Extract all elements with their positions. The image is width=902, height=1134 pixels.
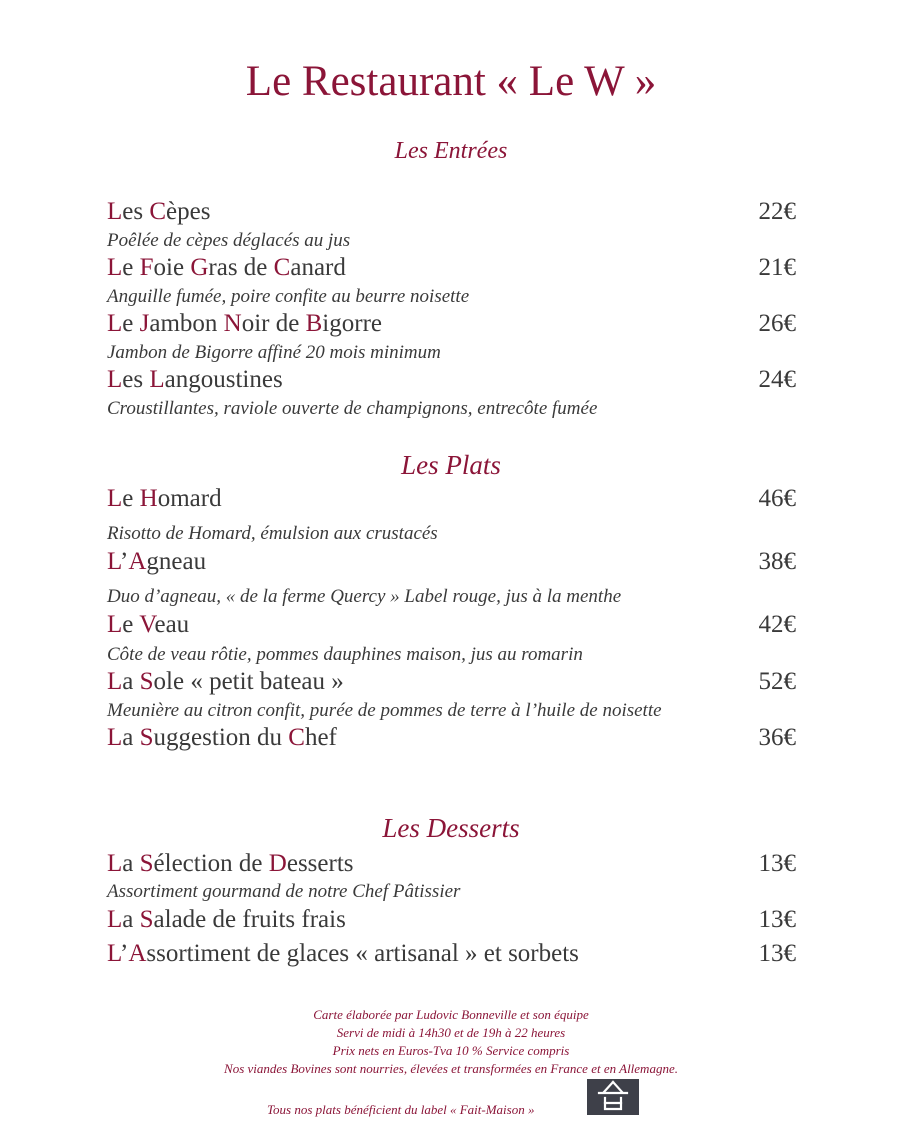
menu-item-description: Risotto de Homard, émulsion aux crustacés — [107, 523, 438, 544]
menu-item-price: 52€ — [758, 668, 796, 695]
menu-item-name: Le Veau — [107, 611, 190, 638]
menu-item-description: Jambon de Bigorre affiné 20 mois minimum — [107, 342, 441, 363]
menu-item-name: Les Cèpes — [107, 198, 211, 225]
menu-item-description: Poêlée de cèpes déglacés au jus — [107, 230, 351, 251]
menu-item-name: Le Homard — [107, 485, 222, 512]
page-title: Le Restaurant « Le W » — [245, 58, 657, 105]
menu-item-price: 38€ — [758, 548, 796, 575]
fait-maison-label: Tous nos plats bénéficient du label « Fait-Maison » — [267, 1102, 535, 1117]
menu-item-name: L’Assortiment de glaces « artisanal » et sorbets — [107, 940, 579, 967]
menu-item-price: 13€ — [758, 940, 796, 967]
menu-item-price: 46€ — [758, 485, 796, 512]
menu-item-name: La Salade de fruits frais — [107, 906, 346, 933]
menu-item-price: 24€ — [758, 366, 796, 393]
menu-item-price: 13€ — [758, 850, 796, 877]
menu-item-price: 26€ — [758, 310, 796, 337]
menu-item-price: 22€ — [758, 198, 796, 225]
menu-item-description: Croustillantes, raviole ouverte de champignons, entrecôte fumée — [107, 398, 598, 419]
menu-item-name: La Sole « petit bateau » — [107, 668, 344, 695]
footer-note: Carte élaborée par Ludovic Bonneville et son équipe — [313, 1007, 589, 1022]
menu-item-price: 42€ — [758, 611, 796, 638]
section-title-entrees: Les Entrées — [394, 138, 508, 164]
fait-maison-logo-icon — [587, 1079, 639, 1115]
menu-item-description: Meunière au citron confit, purée de pommes de terre à l’huile de noisette — [107, 700, 662, 721]
footer-note: Nos viandes Bovines sont nourries, élevées et transformées en France et en Allemagne. — [224, 1061, 678, 1076]
section-title-plats: Les Plats — [401, 450, 501, 480]
menu-item-price: 13€ — [758, 906, 796, 933]
menu-item-price: 36€ — [758, 724, 796, 751]
footer-note: Prix nets en Euros-Tva 10 % Service compris — [332, 1043, 570, 1058]
menu-item-description: Côte de veau rôtie, pommes dauphines maison, jus au romarin — [107, 644, 583, 665]
menu-item-name: Le Jambon Noir de Bigorre — [107, 310, 382, 337]
menu-item-description: Assortiment gourmand de notre Chef Pâtissier — [107, 881, 461, 902]
menu-item-name: L’Agneau — [107, 548, 207, 575]
menu-item-name: La Sélection de Desserts — [107, 850, 354, 877]
menu-item-description: Anguille fumée, poire confite au beurre noisette — [107, 286, 470, 307]
menu-item-name: Le Foie Gras de Canard — [107, 254, 346, 281]
section-title-desserts: Les Desserts — [382, 813, 520, 843]
footer-note: Servi de midi à 14h30 et de 19h à 22 heures — [336, 1025, 566, 1040]
menu-item-name: Les Langoustines — [107, 366, 283, 393]
menu-item-price: 21€ — [758, 254, 796, 281]
menu-item-name: La Suggestion du Chef — [107, 724, 337, 751]
menu-item-description: Duo d’agneau, « de la ferme Quercy » Label rouge, jus à la menthe — [107, 586, 622, 607]
